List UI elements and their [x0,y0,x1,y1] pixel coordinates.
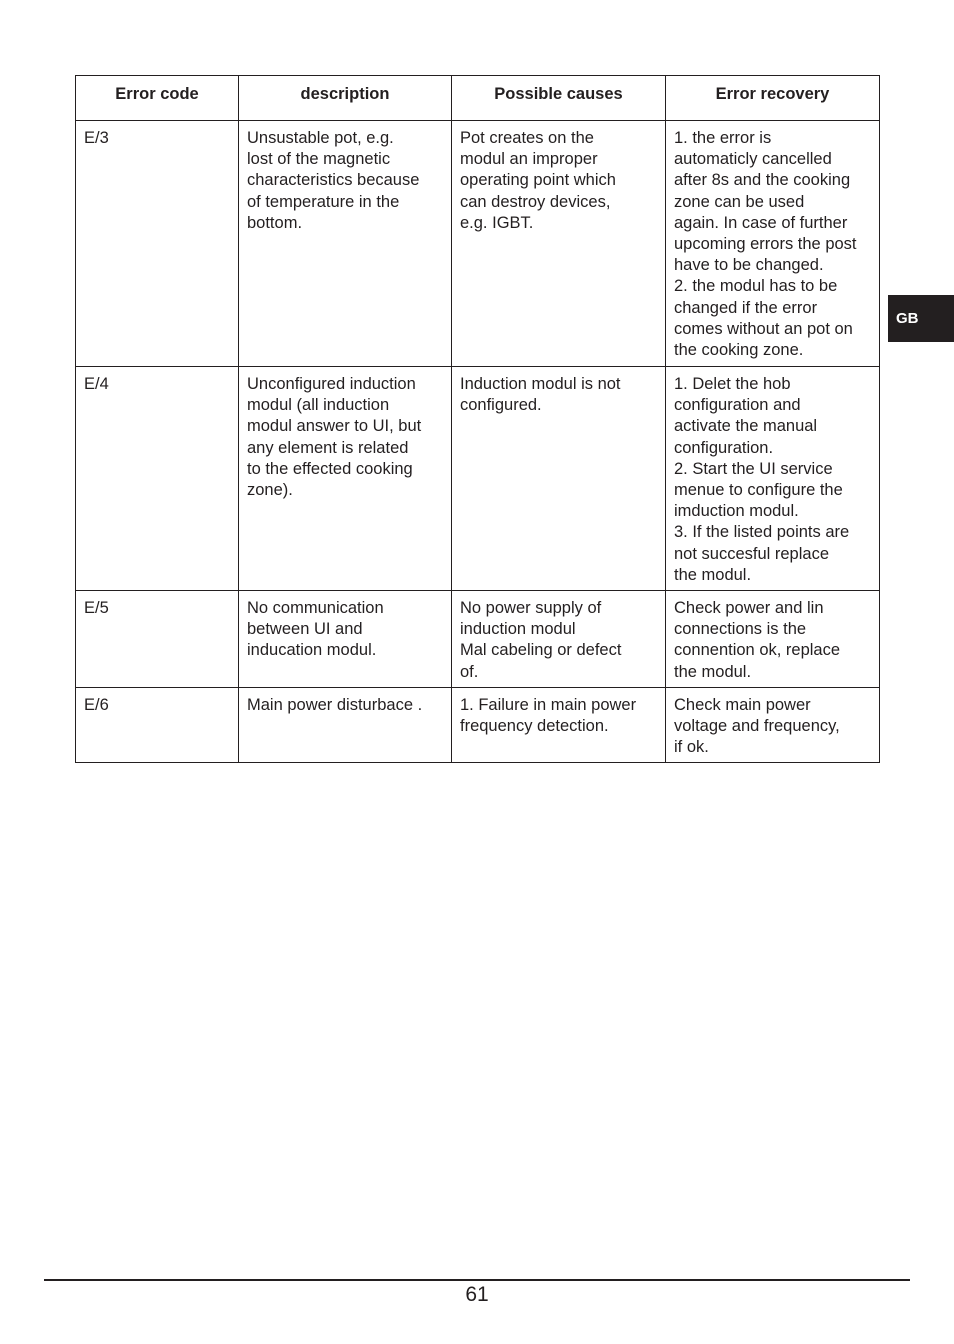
cell-text-line: Pot creates on the [460,129,594,147]
cell-possible-causes [452,591,666,688]
cell-text-line: operating point which [460,171,616,190]
cell-text-line: can destroy devices, [460,192,611,211]
cell-text-line: between UI and [247,620,363,639]
header-error-recovery: Error recovery [666,76,880,121]
cell-text-line: the modul. [674,565,752,584]
cell-error-recovery [666,121,880,367]
cell-text-line: 1. Failure in main power [460,695,637,714]
cell-text-line: No power supply of [460,599,602,618]
cell-description [239,121,452,367]
cell-text-line: Check power and lin [674,599,824,618]
table-row [76,121,880,367]
table-header-row [76,76,880,121]
header-error-code: Error code [76,76,239,121]
header-possible-causes: Possible causes [452,76,666,121]
cell-text-line: menue to configure the [674,481,843,500]
table-row [76,687,880,763]
cell-text-line: Check main power [674,695,811,714]
cell-text-line: any element is related [247,438,409,457]
cell-text-line: modul (all induction [247,396,390,415]
footer-divider [44,1279,910,1281]
cell-error-recovery [666,367,880,591]
cell-possible-causes [452,367,666,591]
cell-text-line: imduction modul. [674,502,799,521]
error-code-table [75,75,880,763]
cell-text-line: not succesful replace [674,544,830,563]
cell-description [239,687,452,763]
table-row [76,591,880,688]
cell-description [239,367,452,591]
cell-text-line: 1. Delet the hob [674,375,791,393]
cell-text-line: 3. If the listed points are [674,523,850,542]
cell-error-recovery [666,687,880,763]
cell-text-line: if ok. [674,738,709,757]
cell-text-line: configuration. [674,438,774,457]
cell-text-line: the cooking zone. [674,341,804,360]
cell-text-line: of. [460,662,479,681]
cell-text-line: changed if the error [674,298,818,317]
cell-text-line: Unconfigured induction [247,375,416,393]
cell-text-line: characteristics because [247,171,420,190]
page-number: 61 [465,1283,489,1306]
cell-text-line: induction modul [460,620,576,639]
cell-error-code: E/3 [76,121,239,367]
cell-text-line: connections is the [674,620,807,639]
cell-error-code: E/6 [76,687,239,763]
cell-text-line: after 8s and the cooking [674,171,851,190]
cell-text-line: have to be changed. [674,256,824,275]
cell-text-line: the modul. [674,662,752,681]
cell-text-line: No communication [247,599,384,618]
cell-error-code: E/4 [76,367,239,591]
cell-text-line: connention ok, replace [674,641,841,660]
cell-text-line: Unsustable pot, e.g. [247,129,394,147]
cell-text-line: 1. the error is [674,129,772,147]
table-row [76,367,880,591]
cell-text-line: automaticly cancelled [674,150,832,169]
cell-text-line: activate the manual [674,417,818,436]
cell-text-line: Induction modul is not [460,375,621,393]
cell-text-line: again. In case of further [674,213,848,232]
cell-text-line: upcoming errors the post [674,235,857,254]
cell-text-line: of temperature in the [247,192,400,211]
cell-text-line: bottom. [247,213,303,232]
header-description: description [239,76,452,121]
cell-text-line: voltage and frequency, [674,717,840,736]
cell-text-line: 2. the modul has to be [674,277,838,296]
cell-text-line: Main power disturbace . [247,695,423,714]
cell-text-line: e.g. IGBT. [460,213,534,232]
cell-text-line: modul answer to UI, but [247,417,422,436]
cell-text-line: zone can be used [674,192,805,211]
cell-text-line: modul an improper [460,150,598,169]
cell-text-line: frequency detection. [460,717,609,736]
cell-text-line: 2. Start the UI service [674,459,833,478]
cell-error-code: E/5 [76,591,239,688]
cell-text-line: configured. [460,396,542,415]
cell-text-line: comes without an pot on [674,319,853,338]
cell-text-line: lost of the magnetic [247,150,391,169]
cell-text-line: configuration and [674,396,801,415]
cell-text-line: zone). [247,481,293,500]
cell-text-line: inducation modul. [247,641,377,660]
cell-description [239,591,452,688]
cell-possible-causes [452,121,666,367]
cell-text-line: Mal cabeling or defect [460,641,622,660]
language-tab: GB [888,295,954,342]
cell-possible-causes [452,687,666,763]
cell-text-line: to the effected cooking [247,459,413,478]
cell-error-recovery [666,591,880,688]
